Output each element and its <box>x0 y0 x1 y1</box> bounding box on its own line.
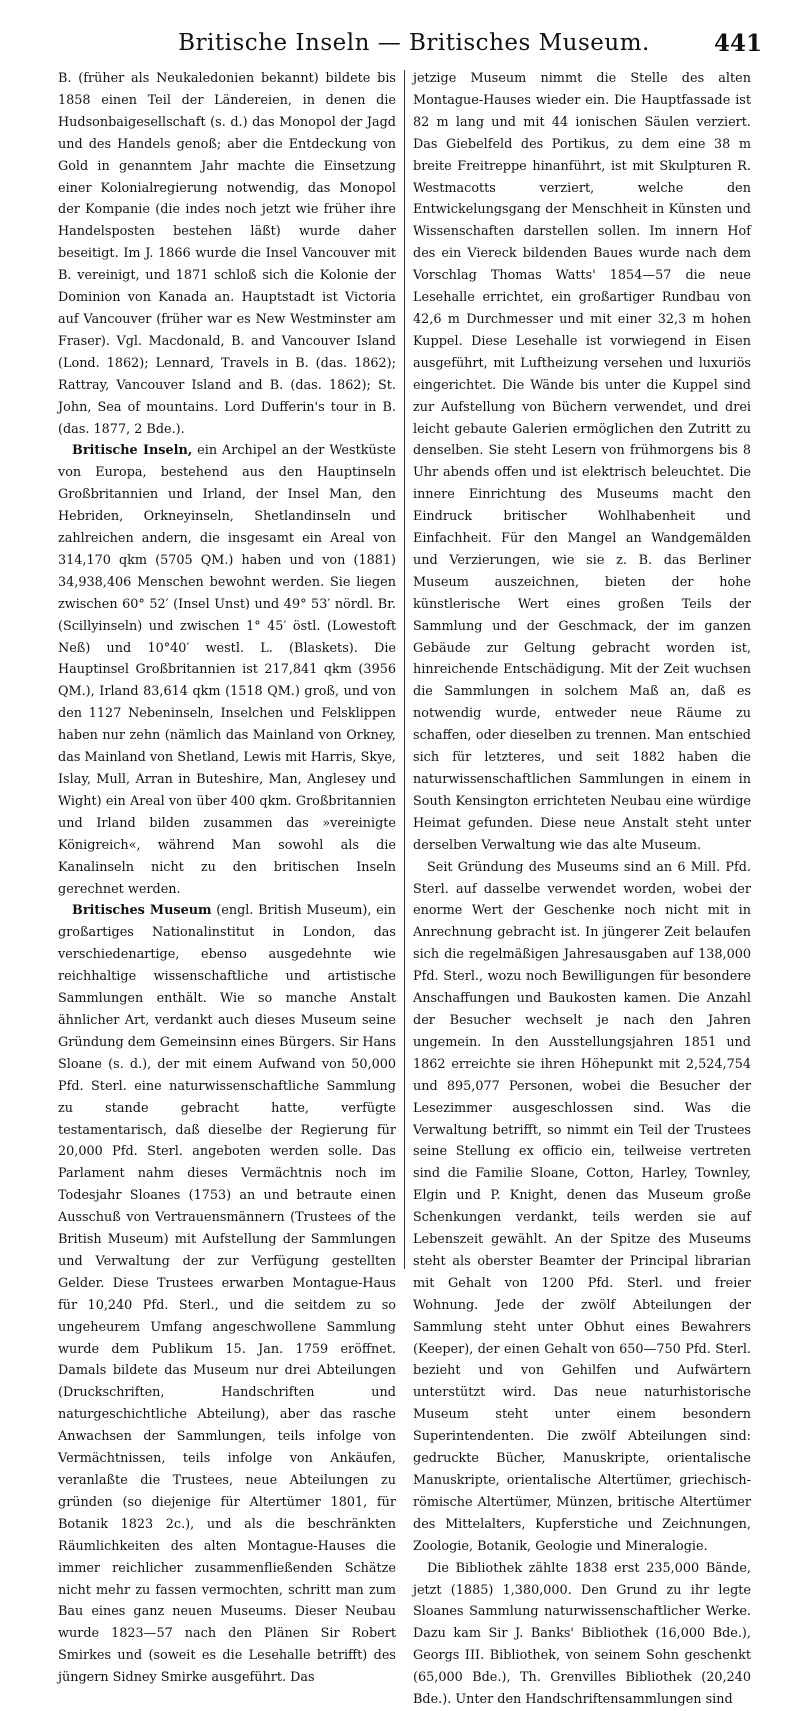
right-column <box>413 68 751 1708</box>
paragraph: jetzige Museum nimmt die Stelle des alten Montague-Hauses wieder ein. Die Hauptfassade ist 82 m lang und mit 44 ionischen Säulen verziert. Das Giebelfeld des Portikus, zu dem eine 38 m breite Freitreppe hinanführt, ist mit Skulpturen R. Westmacotts verziert, welche den Entwickelungsgang der Menschheit in Künsten und Wissenschaften darstellen sollen. Im innern Hof des ein Viereck bildenden Baues wurde nach dem Vorschlag Thomas Watts' 1854—57 die neue Lesehalle errichtet, ein großartiger Rundbau von 42,6 m Durchmesser und mit einer 32,3 m hohen Kuppel. Diese Lesehalle ist vorwiegend in Eisen ausgeführt, mit Luftheizung versehen und luxuriös eingerichtet. Die Wände bis unter die Kuppel sind zur Aufstellung von Büchern verwendet, und drei leicht gebaute Galerien ermöglichen den Zutritt zu denselben. Sie steht Lesern von frühmorgens bis 8 Uhr abends offen und ist elektrisch beleuchtet. Die innere Einrichtung des Museums macht den Eindruck britischer Wohlhabenheit und Einfachheit. Für den Mangel an Wandgemälden und Verzierungen, wie sie z. B. das Berliner Museum auszeichnen, bieten der hohe künstlerische Wert eines großen Teils der Sammlung und der Geschmack, der im ganzen Gebäude zur Geltung gebracht worden ist, hinreichende Entschädigung. Mit der Zeit wuchsen die Sammlungen in solchem Maß an, daß es notwendig wurde, entweder neue Räume zu schaffen, oder dieselben zu trennen. Man entschied sich für letzteres, und seit 1882 haben die naturwissenschaftlichen Sammlungen in einem in South Kensington errichteten Neubau eine würdige Heimat gefunden. Diese neue Anstalt steht unter derselben Verwaltung wie das alte Museum. <box>413 71 751 853</box>
entry-body: (engl. British Museum), ein großartiges Nationalinstitut in London, das verschiedenartige, ebenso ausgedehnte wie reichhaltige wissenschaftliche und artistische Sammlungen enthält. Wie so manche Anstalt ähnlicher Art, verdankt auch dieses Museum seine Gründung dem Gemeinsinn eines Bürgers. Sir Hans Sloane (s. d.), der mit einem Aufwand von 50,000 Pfd. Sterl. eine naturwissenschaftliche Sammlung zu stande gebracht hatte, verfügte testamentarisch, daß dieselbe der Regierung für 20,000 Pfd. Sterl. angeboten werden solle. Das Parlament nahm dieses Vermächtnis noch im Todesjahr Sloanes (1753) an und betraute einen Ausschuß von Vertrauensmännern (Trustees of the British Museum) mit Aufstellung der Sammlungen und Verwaltung der zur Verfügung gestellten Gelder. Diese Trustees erwarben Montague-Haus für 10,240 Pfd. Sterl., und die seitdem zu so ungeheurem Umfang angeschwollene Sammlung wurde dem Publikum 15. Jan. 1759 eröffnet. Damals bildete das Museum nur drei Abteilungen (Druckschriften, Handschriften und naturgeschichtliche Abteilung), aber das rasche Anwachsen der Sammlungen, teils infolge von Vermächtnissen, teils infolge von Ankäufen, veranlaßte die Trustees, neue Abteilungen zu gründen (so diejenige für Altertümer 1801, für Botanik 1823 2c.), und als die beschränkten Räumlichkeiten des alten Montague-Hauses die immer reichlicher zusammenfließenden Schätze nicht mehr zu fassen vermochten, schritt man zum Bau eines ganz neuen Museums. Dieser Neubau wurde 1823—57 nach den Plänen Sir Robert Smirkes und (soweit es die Lesehalle betrifft) des jüngern Sidney Smirke ausgeführt. Das <box>58 903 396 1686</box>
entry-britisches-museum <box>58 900 396 1689</box>
page-number: 441 <box>713 30 762 57</box>
entry-body: ein Archipel an der Westküste von Europa, bestehend aus den Hauptinseln Großbritannien und Irland, der Insel Man, den Hebriden, Orkneyinseln, Shetlandinseln und zahlreichen andern, die insgesamt ein Areal von 314,170 qkm (5705 QM.) haben und von (1881) 34,938,406 Menschen bewohnt werden. Sie liegen zwischen 60° 52′ (Insel Unst) und 49° 53′ nördl. Br. (Scillyinseln) und zwischen 1° 45′ östl. (Lowestoft Neß) und 10°40′ westl. L. (Blaskets). Die Hauptinsel Großbritannien ist 217,841 qkm (3956 QM.), Irland 83,614 qkm (1518 QM.) groß, und von den 1127 Nebeninseln, Inselchen und Felsklippen haben nur zehn (nämlich das Mainland von Orkney, das Mainland von Shetland, Lewis mit Harris, Skye, Islay, Mull, Arran in Buteshire, Man, Anglesey und Wight) ein Areal von über 400 qkm. Großbritannien und Irland bilden zusammen das »vereinigte Königreich«, während Man sowohl als die Kanalinseln nicht zu den britischen Inseln gerechnet werden. <box>58 443 396 897</box>
paragraph: Die Bibliothek zählte 1838 erst 235,000 Bände, jetzt (1885) 1,380,000. Den Grund zu ihr legte Sloanes Sammlung naturwissenschaftlicher Werke. Dazu kam Sir J. Banks' Bibliothek (16,000 Bde.), Georgs III. Bibliothek, von seinem Sohn geschenkt (65,000 Bde.), Th. Grenvilles Bibliothek (20,240 Bde.). Unter den Handschriftensammlungen sind <box>413 1560 751 1708</box>
page-header <box>58 26 770 66</box>
entry-continuation-british-columbia: B. (früher als Neukaledonien bekannt) bildete bis 1858 einen Teil der Ländereien, in denen die Hudsonbaigesellschaft (s. d.) das Monopol der Jagd und des Handels genoß; aber die Entdeckung von Gold in genanntem Jahr machte die Einsetzung einer Kolonialregierung notwendig, das Monopol der Kompanie (die indes noch jetzt wie früher ihre Handelsposten bestehen läßt) wurde daher beseitigt. Im J. 1866 wurde die Insel Vancouver mit B. vereinigt, und 1871 schloß sich die Kolonie der Dominion von Kanada an. Hauptstadt ist Victoria auf Vancouver (früher war es New Westminster am Fraser). Vgl. Macdonald, B. and Vancouver Island (Lond. 1862); Lennard, Travels in B. (das. 1862); Rattray, Vancouver Island and B. (das. 1862); St. John, Sea of mountains. Lord Dufferin's tour in B. (das. 1877, 2 Bde.). <box>58 71 396 437</box>
column-divider <box>404 70 405 1269</box>
entry-headword: Britische Inseln, <box>72 443 193 459</box>
paragraph: Seit Gründung des Museums sind an 6 Mill. Pfd. Sterl. auf dasselbe verwendet worden, wobei der enorme Wert der Geschenke noch nicht mit in Anrechnung gebracht ist. In jüngerer Zeit belaufen sich die regelmäßigen Jahresausgaben auf 138,000 Pfd. Sterl., wozu noch Bewilligungen für besondere Anschaffungen und Baukosten kamen. Die Anzahl der Besucher wechselt je nach den Jahren ungemein. In den Ausstellungsjahren 1851 und 1862 erreichte sie ihren Höhepunkt mit 2,524,754 und 895,077 Personen, wobei die Besucher der Lesezimmer ausgeschlossen sind. Was die Verwaltung betrifft, so nimmt ein Teil der Trustees seine Stellung ex officio ein, teilweise vertreten sind die Familie Sloane, Cotton, Harley, Townley, Elgin und P. Knight, denen das Museum große Schenkungen verdankt, teils werden sie auf Lebenszeit gewählt. An der Spitze des Museums steht als oberster Beamter der Principal librarian mit Gehalt von 1200 Pfd. Sterl. und freier Wohnung. Jede der zwölf Abteilungen der Sammlung steht unter Obhut eines Bewahrers (Keeper), der einen Gehalt von 650—750 Pfd. Sterl. bezieht und von Gehilfen und Aufwärtern unterstützt wird. Das neue naturhistorische Museum steht unter einem besondern Superintendenten. Die zwölf Abteilungen sind: gedruckte Bücher, Manuskripte, orientalische Manuskripte, orientalische Altertümer, griechisch-römische Altertümer, Münzen, britische Altertümer des Mittelalters, Kupferstiche und Zeichnungen, Zoologie, Botanik, Geologie und Mineralogie. <box>413 859 751 1554</box>
left-column <box>58 68 396 1686</box>
entry-headword: Britisches Museum <box>72 903 212 919</box>
entry-britische-inseln <box>58 440 396 900</box>
running-title: Britische Inseln — Britisches Museum. <box>178 30 650 56</box>
